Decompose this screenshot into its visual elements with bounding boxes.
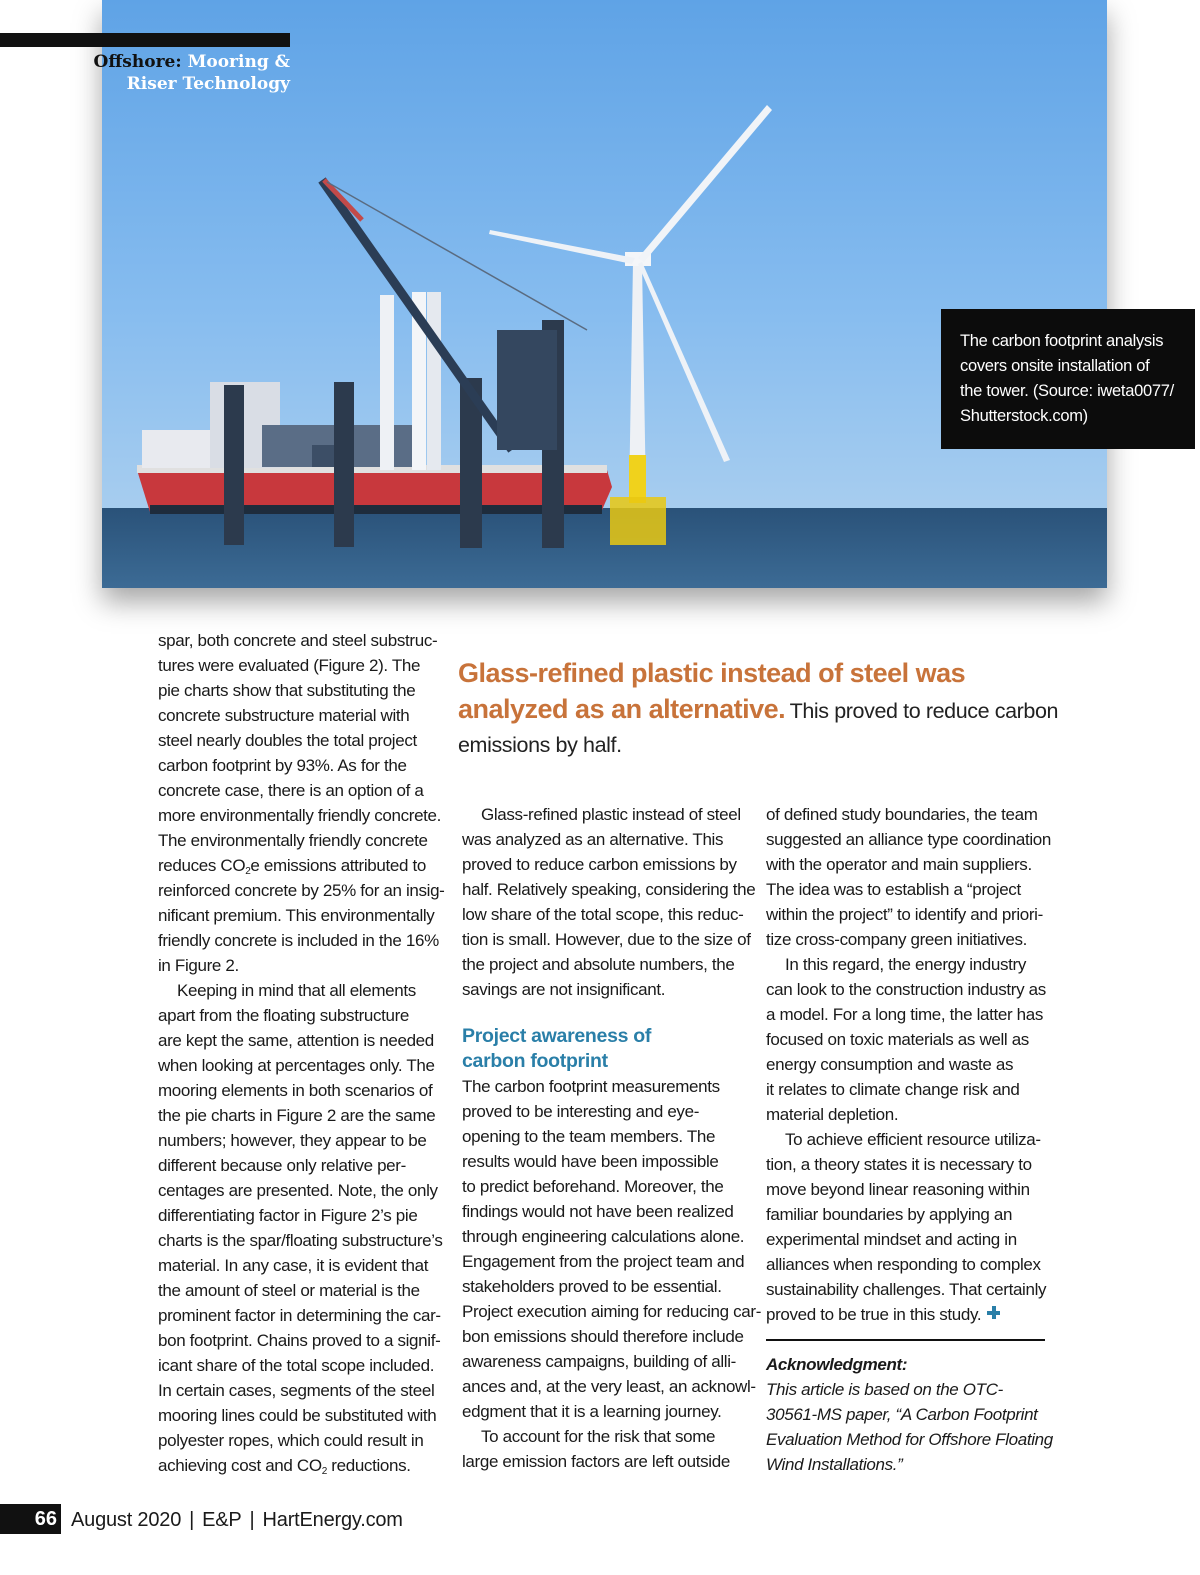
text-line: of defined study boundaries, the team (766, 805, 1038, 824)
text-line: reinforced concrete by 25% for an insig- (158, 881, 445, 900)
column-1 (158, 628, 445, 1478)
text-line: large emission factors are left outside (462, 1452, 730, 1471)
column-3 (766, 802, 1051, 1477)
text-line: pie charts show that substituting the (158, 681, 416, 700)
text-fragment: reduces CO (158, 856, 246, 875)
text-line: mooring elements in both scenarios of (158, 1081, 433, 1100)
section-lead: Offshore: (93, 52, 182, 72)
issue-date: August 2020 (71, 1509, 182, 1531)
text-line: nificant premium. This environmentally (158, 906, 435, 925)
photo-caption (941, 309, 1195, 449)
pull-quote-highlight: Glass-refined plastic instead of steel was (458, 658, 966, 688)
text-line: focused on toxic materials as well as (766, 1030, 1029, 1049)
text-line: The idea was to establish a “project (766, 880, 1021, 899)
text-line: material. In any case, it is evident that (158, 1256, 429, 1275)
text-line: Glass-refined plastic instead of steel (481, 805, 741, 824)
text-line: Engagement from the project team and (462, 1252, 745, 1271)
text-line: The carbon footprint measurements (462, 1077, 720, 1096)
separator: | (189, 1509, 195, 1531)
text-line: In this regard, the energy industry (785, 955, 1026, 974)
column-2 (462, 802, 762, 1474)
publication-name: E&P (202, 1509, 242, 1531)
acknowledgment-line: 30561-MS paper, “A Carbon Footprint (766, 1405, 1038, 1424)
text-line: suggested an alliance type coordination (766, 830, 1052, 849)
text-line: savings are not insignificant. (462, 980, 666, 999)
subscript: 2 (245, 866, 251, 877)
text-line-co2 (158, 1453, 438, 1478)
pull-quote-highlight: analyzed as an alternative. (458, 694, 786, 724)
text-line: concrete substructure material with (158, 706, 410, 725)
text-line: material depletion. (766, 1105, 899, 1124)
spacer (462, 1002, 747, 1024)
subscript: 2 (321, 1466, 327, 1477)
text-line: experimental mindset and acting in (766, 1230, 1017, 1249)
text-line: was analyzed as an alternative. This (462, 830, 724, 849)
text-line: the project and absolute numbers, the (462, 955, 735, 974)
text-line: To achieve efficient resource utiliza- (785, 1130, 1041, 1149)
text-line: the amount of steel or material is the (158, 1281, 420, 1300)
pull-quote (458, 655, 1058, 763)
text-line: centages are presented. Note, the only (158, 1181, 438, 1200)
text-line: prominent factor in determining the car- (158, 1306, 441, 1325)
page-number: 66 (0, 1504, 61, 1534)
text-line: move beyond linear reasoning within (766, 1180, 1030, 1199)
text-line: differentiating factor in Figure 2’s pie (158, 1206, 418, 1225)
pull-quote-text: emissions by half. (458, 733, 622, 757)
text-line: low share of the total scope, this reduc- (462, 905, 744, 924)
text-line: tion, a theory states it is necessary to (766, 1155, 1032, 1174)
divider (766, 1339, 1045, 1341)
text-line: edgment that it is a learning journey. (462, 1402, 722, 1421)
text-line: tures were evaluated (Figure 2). The (158, 656, 421, 675)
caption-line: the tower. (Source: iweta0077/ (960, 382, 1174, 400)
subheading: Project awareness of (462, 1025, 652, 1047)
text-line: friendly concrete is included in the 16% (158, 931, 439, 950)
text-line: apart from the floating substructure (158, 1006, 410, 1025)
caption-line: covers onsite installation of (960, 357, 1150, 375)
caption-line: The carbon footprint analysis (960, 332, 1164, 350)
caption-line: Shutterstock.com) (960, 407, 1088, 425)
text-line: tize cross-company green initiatives. (766, 930, 1028, 949)
text-line: spar, both concrete and steel substruc- (158, 631, 438, 650)
text-line: a model. For a long time, the latter has (766, 1005, 1044, 1024)
text-line: opening to the team members. The (462, 1127, 716, 1146)
text-fragment: reductions. (326, 1456, 411, 1475)
text-line: with the operator and main suppliers. (766, 855, 1032, 874)
text-line: ances and, at the very least, an acknowl- (462, 1377, 756, 1396)
text-line: more environmentally friendly concrete. (158, 806, 442, 825)
text-line: it relates to climate change risk and (766, 1080, 1020, 1099)
text-line: half. Relatively speaking, considering the (462, 880, 756, 899)
text-line: through engineering calculations alone. (462, 1227, 745, 1246)
text-line: The environmentally friendly concrete (158, 831, 428, 850)
text-line: polyester ropes, which could result in (158, 1431, 424, 1450)
text-line: are kept the same, attention is needed (158, 1031, 434, 1050)
text-line: proved to reduce carbon emissions by (462, 855, 737, 874)
text-line: sustainability challenges. That certainly (766, 1280, 1047, 1299)
website-link[interactable]: HartEnergy.com (262, 1509, 403, 1531)
section-tag (0, 51, 290, 95)
section-title-line2: Riser Technology (126, 74, 290, 94)
text-line: bon emissions should therefore include (462, 1327, 744, 1346)
text-line-co2 (158, 853, 438, 878)
text-line: mooring lines could be substituted with (158, 1406, 437, 1425)
pull-quote-line (458, 691, 1058, 727)
text-line: different because only relative per- (158, 1156, 406, 1175)
text-line: familiar boundaries by applying an (766, 1205, 1013, 1224)
text-fragment: achieving cost and CO (158, 1456, 322, 1475)
text-line: stakeholders proved to be essential. (462, 1277, 722, 1296)
end-mark-plus-icon (987, 1306, 1000, 1319)
text-line: charts is the spar/floating substructure’s (158, 1231, 443, 1250)
text-line: numbers; however, they appear to be (158, 1131, 427, 1150)
text-line: concrete case, there is an option of a (158, 781, 424, 800)
text-line: within the project” to identify and priori- (766, 905, 1043, 924)
text-line: in Figure 2. (158, 956, 239, 975)
separator: | (249, 1509, 255, 1531)
text-line: energy consumption and waste as (766, 1055, 1014, 1074)
text-line: findings would not have been realized (462, 1202, 734, 1221)
text-line-end (766, 1302, 1051, 1327)
footer-info (71, 1506, 403, 1534)
subheading: carbon footprint (462, 1050, 608, 1072)
text-line: icant share of the total scope included. (158, 1356, 435, 1375)
text-line: alliances when responding to complex (766, 1255, 1041, 1274)
text-line: to predict beforehand. Moreover, the (462, 1177, 724, 1196)
text-line: To account for the risk that some (481, 1427, 716, 1446)
text-line: the pie charts in Figure 2 are the same (158, 1106, 436, 1125)
text-line: results would have been impossible (462, 1152, 719, 1171)
section-title-line1: Mooring & (187, 52, 290, 72)
text-line: bon footprint. Chains proved to a signif- (158, 1331, 441, 1350)
text-line: awareness campaigns, building of alli- (462, 1352, 736, 1371)
text-fragment: proved to be true in this study. (766, 1305, 982, 1324)
text-line: carbon footprint by 93%. As for the (158, 756, 407, 775)
text-line: when looking at percentages only. The (158, 1056, 435, 1075)
text-line: Keeping in mind that all elements (177, 981, 416, 1000)
text-line: can look to the construction industry as (766, 980, 1046, 999)
section-bar (0, 33, 290, 47)
text-fragment: e emissions attributed to (250, 856, 426, 875)
acknowledgment-line: Wind Installations.” (766, 1455, 903, 1474)
text-line: In certain cases, segments of the steel (158, 1381, 435, 1400)
text-line: steel nearly doubles the total project (158, 731, 417, 750)
text-line: proved to be interesting and eye- (462, 1102, 700, 1121)
acknowledgment-line: Evaluation Method for Offshore Floating (766, 1430, 1053, 1449)
pull-quote-text: This proved to reduce carbon (789, 699, 1059, 723)
text-line: tion is small. However, due to the size of (462, 930, 751, 949)
acknowledgment-heading: Acknowledgment: (766, 1355, 908, 1374)
text-line: Project execution aiming for reducing car- (462, 1302, 762, 1321)
acknowledgment-line: This article is based on the OTC- (766, 1380, 1003, 1399)
